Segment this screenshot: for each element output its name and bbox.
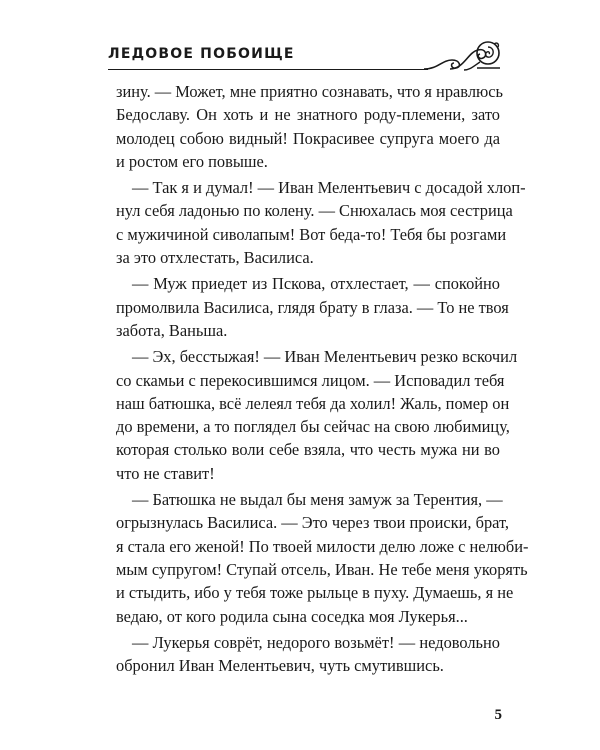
page-number: 5	[494, 707, 502, 723]
paragraph	[116, 272, 509, 342]
text-line: что не ставит!	[116, 463, 215, 483]
text-line: мым супругом! Ступай отсель, Иван. Не тебе меня укорять	[116, 559, 528, 579]
running-title: ЛЕДОВОЕ ПОБОИЩЕ	[108, 46, 295, 62]
text-line: — Эх, бесстыжая! — Иван Мелентьевич резко вскочил	[132, 347, 518, 367]
paragraph	[116, 345, 518, 485]
paragraph	[116, 631, 500, 678]
text-line: до времени, а то поглядел бы сейчас на свою любимицу,	[116, 417, 510, 437]
text-line: — Батюшка не выдал бы меня замуж за Терентия, —	[132, 490, 503, 510]
text-line: — Муж приедет из Пскова, отхлестает, — спокойно	[132, 274, 500, 294]
text-line: зину. — Может, мне приятно сознавать, что я нравлюсь	[116, 82, 503, 101]
text-line: промолвила Василиса, глядя брату в глаза. — То не твоя	[116, 297, 509, 317]
text-line: — Лукерья соврёт, недорого возьмёт! — недовольно	[132, 632, 500, 652]
scroll-ornament-icon	[420, 38, 502, 74]
paragraph	[116, 488, 529, 628]
text-line: Бедославу. Он хоть и не знатного роду-племени, зато	[116, 105, 500, 125]
text-line: молодец собою видный! Покрасивее супруга моего да	[116, 128, 500, 148]
body-text	[116, 80, 529, 677]
text-line: за это отхлестать, Василиса.	[116, 248, 314, 268]
text-line: наш батюшка, всё лелеял тебя да холил! Жаль, помер он	[116, 393, 510, 413]
text-line: я стала его женой! По твоей милости делю ложе с нелюби-	[116, 536, 529, 556]
text-line: и стыдить, ибо у тебя тоже рыльце в пуху. Думаешь, я не	[116, 583, 514, 603]
header-rule	[108, 69, 428, 70]
paragraph	[116, 176, 526, 269]
text-line: нул себя ладонью по колену. — Снюхалась моя сестрица	[116, 201, 513, 221]
paragraph	[116, 80, 503, 173]
text-line: с мужичиной сиволапым! Вот беда-то! Тебя бы розгами	[116, 224, 507, 244]
text-line: ведаю, от кого родила сына соседка моя Лукерья...	[116, 606, 468, 626]
text-line: которая столько воли себе взяла, что честь мужа ни во	[116, 440, 500, 460]
page-header	[108, 40, 500, 74]
text-line: огрызнулась Василиса. — Это через твои происки, брат,	[116, 513, 510, 533]
text-line: со скамьи с перекосившимся лицом. — Исповадил тебя	[116, 370, 505, 390]
text-line: обронил Иван Мелентьевич, чуть смутившись.	[116, 656, 444, 676]
text-line: забота, Ваньша.	[116, 320, 228, 340]
text-line: и ростом его повыше.	[116, 151, 268, 171]
text-line: — Так я и думал! — Иван Мелентьевич с досадой хлоп-	[132, 178, 526, 198]
